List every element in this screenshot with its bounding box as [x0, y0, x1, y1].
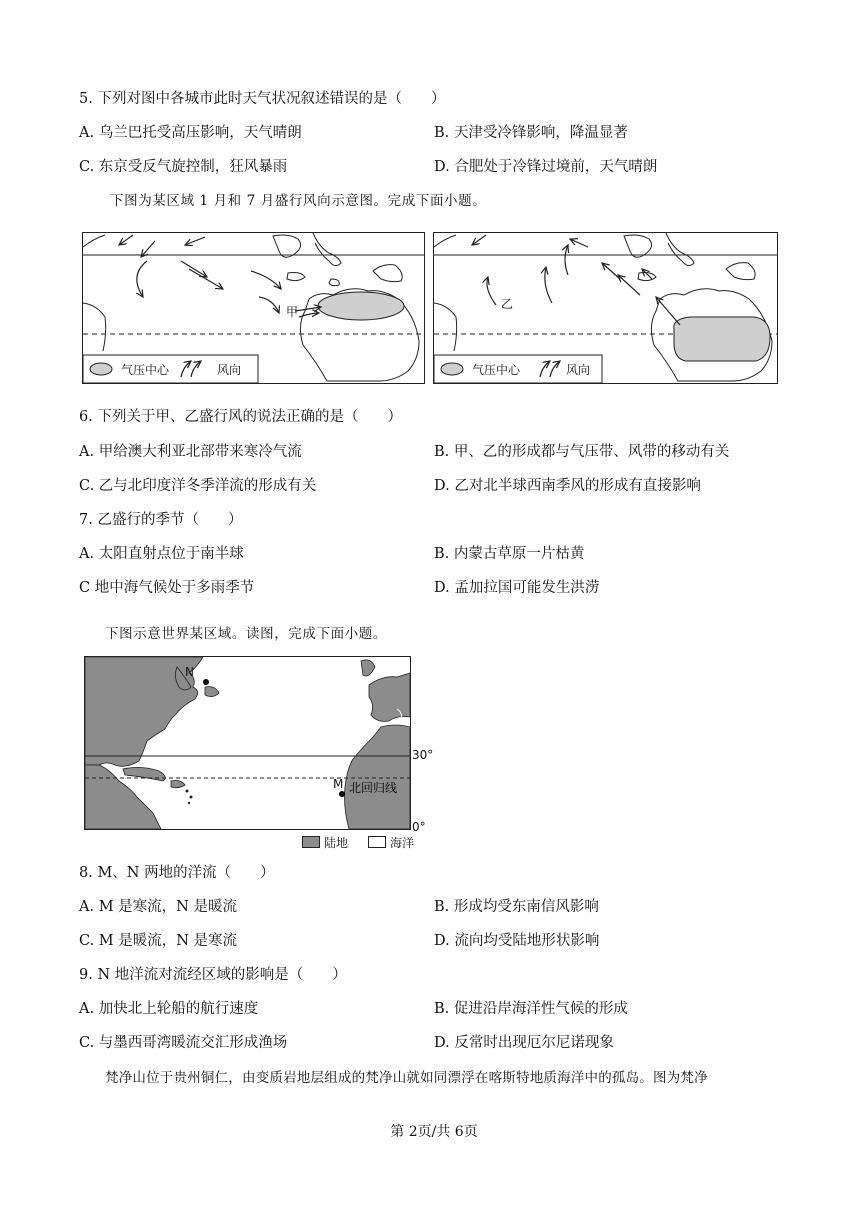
q5-option-b[interactable]: B. 天津受冷锋影响，降温显著 [434, 125, 628, 141]
q9-option-d[interactable]: D. 反常时出现厄尔尼诺现象 [434, 1035, 614, 1051]
q6-stem: 6. 下列关于甲、乙盛行风的说法正确的是（ ） [79, 409, 402, 425]
wind-arrow [295, 307, 321, 311]
legend-pressure-symbol [90, 363, 112, 375]
legend-pressure-label: 气压中心 [472, 363, 521, 377]
intro-world-map: 下图示意世界某区域。读图，完成下面小题。 [105, 626, 387, 642]
q7-option-d[interactable]: D. 孟加拉国可能发生洪涝 [434, 580, 600, 596]
legend-wind-label: 风向 [217, 363, 242, 377]
wind-arrow [656, 297, 680, 325]
q6-option-b[interactable]: B. 甲、乙的形成都与气压带、风带的移动有关 [434, 444, 730, 460]
q9-option-b[interactable]: B. 促进沿岸海洋性气候的形成 [434, 1001, 628, 1017]
q8-option-b[interactable]: B. 形成均受东南信风影响 [434, 899, 599, 915]
uk-landmass [361, 660, 375, 676]
q8-stem: 8. M、N 两地的洋流（ ） [79, 865, 275, 881]
point-m-marker [339, 791, 345, 797]
legend-wind-label: 风向 [566, 363, 591, 377]
wind-arrow [545, 267, 552, 303]
wind-arrow [181, 261, 207, 277]
wind-map-right [433, 232, 778, 384]
legend-ocean-swatch [368, 836, 386, 848]
page-footer: 第 2页/共 6页 [390, 1124, 478, 1140]
q6-option-c[interactable]: C. 乙与北印度洋冬季洋流的形成有关 [79, 478, 317, 494]
q7-stem: 7. 乙盛行的季节（ ） [79, 512, 243, 528]
q8-option-d[interactable]: D. 流向均受陆地形状影响 [434, 933, 600, 949]
legend-ocean-label: 海洋 [390, 836, 415, 850]
wind-arrow [472, 235, 486, 245]
island-outline [666, 233, 694, 266]
legend-land-label: 陆地 [324, 836, 349, 850]
point-n-label: N [185, 665, 194, 679]
island-outline [313, 233, 341, 266]
point-m-label: M [333, 777, 344, 791]
hispaniola-landmass [171, 781, 185, 788]
wind-arrow [565, 245, 568, 275]
island-outline [273, 235, 301, 257]
atlantic-map [84, 656, 434, 856]
point-n-marker [203, 679, 209, 685]
intro-wind-map: 下图为某区域 1 月和 7 月盛行风向示意图。完成下面小题。 [110, 193, 487, 209]
legend-pressure-symbol [441, 363, 463, 375]
island-outline [726, 263, 755, 280]
wind-map-left [82, 232, 425, 384]
wind-arrow [618, 275, 640, 295]
wind-arrow [251, 271, 281, 289]
cuba-landmass [123, 767, 165, 781]
q7-option-a[interactable]: A. 太阳直射点位于南半球 [79, 546, 244, 562]
q7-option-b[interactable]: B. 内蒙古草原一片枯黄 [434, 546, 585, 562]
tropic-label: 北回归线 [349, 781, 398, 795]
q9-option-c[interactable]: C. 与墨西哥湾暖流交汇形成渔场 [79, 1035, 288, 1051]
intro-fanjingshan: 梵净山位于贵州铜仁，由变质岩地层组成的梵净山就如同漂浮在喀斯特地质海洋中的孤岛。图为梵净 [105, 1070, 708, 1086]
q6-option-d[interactable]: D. 乙对北半球西南季风的形成有直接影响 [434, 478, 701, 494]
pressure-center [318, 292, 404, 320]
island-outline [373, 265, 402, 282]
coastline [83, 235, 105, 247]
label-jia: 甲 [286, 305, 299, 319]
coastline [83, 303, 106, 351]
legend-land-swatch [302, 836, 320, 848]
island-outline [624, 235, 652, 257]
wind-arrow [299, 313, 319, 317]
q8-option-c[interactable]: C. M 是暖流，N 是寒流 [79, 933, 238, 949]
wind-arrow [189, 269, 223, 289]
coastline [434, 303, 457, 351]
wind-arrow [119, 235, 133, 245]
wind-arrow [137, 261, 147, 297]
island-outline [329, 279, 339, 286]
q5-option-c[interactable]: C. 东京受反气旋控制，狂风暴雨 [79, 159, 288, 175]
coastline [434, 235, 456, 247]
island-outline [287, 273, 305, 281]
wind-arrow [602, 263, 620, 279]
q5-stem: 5. 下列对图中各城市此时天气状况叙述错误的是（ ） [79, 91, 446, 107]
q9-stem: 9. N 地洋流对流经区域的影响是（ ） [79, 967, 347, 983]
q9-option-a[interactable]: A. 加快北上轮船的航行速度 [79, 1001, 259, 1017]
q5-option-a[interactable]: A. 乌兰巴托受高压影响，天气晴朗 [79, 125, 302, 141]
wind-arrow [642, 269, 652, 279]
q8-option-a[interactable]: A. M 是寒流，N 是暖流 [79, 899, 237, 915]
wind-arrow [487, 277, 496, 305]
newfoundland-landmass [205, 687, 219, 697]
q6-option-a[interactable]: A. 甲给澳大利亚北部带来寒冷气流 [79, 444, 302, 460]
legend-pressure-label: 气压中心 [121, 363, 170, 377]
lat-0-label: 0° [412, 820, 426, 834]
q5-option-d[interactable]: D. 合肥处于冷锋过境前，天气晴朗 [434, 159, 658, 175]
label-yi: 乙 [501, 297, 514, 311]
wind-arrow [570, 239, 588, 247]
wind-arrow [185, 237, 205, 245]
lat-30-label: 30° [412, 748, 434, 762]
wind-arrow [259, 297, 279, 313]
africa-landmass [345, 725, 411, 829]
q7-option-c[interactable]: C 地中海气候处于多雨季节 [79, 580, 255, 596]
pressure-center [674, 317, 770, 361]
europe-landmass [369, 673, 410, 721]
